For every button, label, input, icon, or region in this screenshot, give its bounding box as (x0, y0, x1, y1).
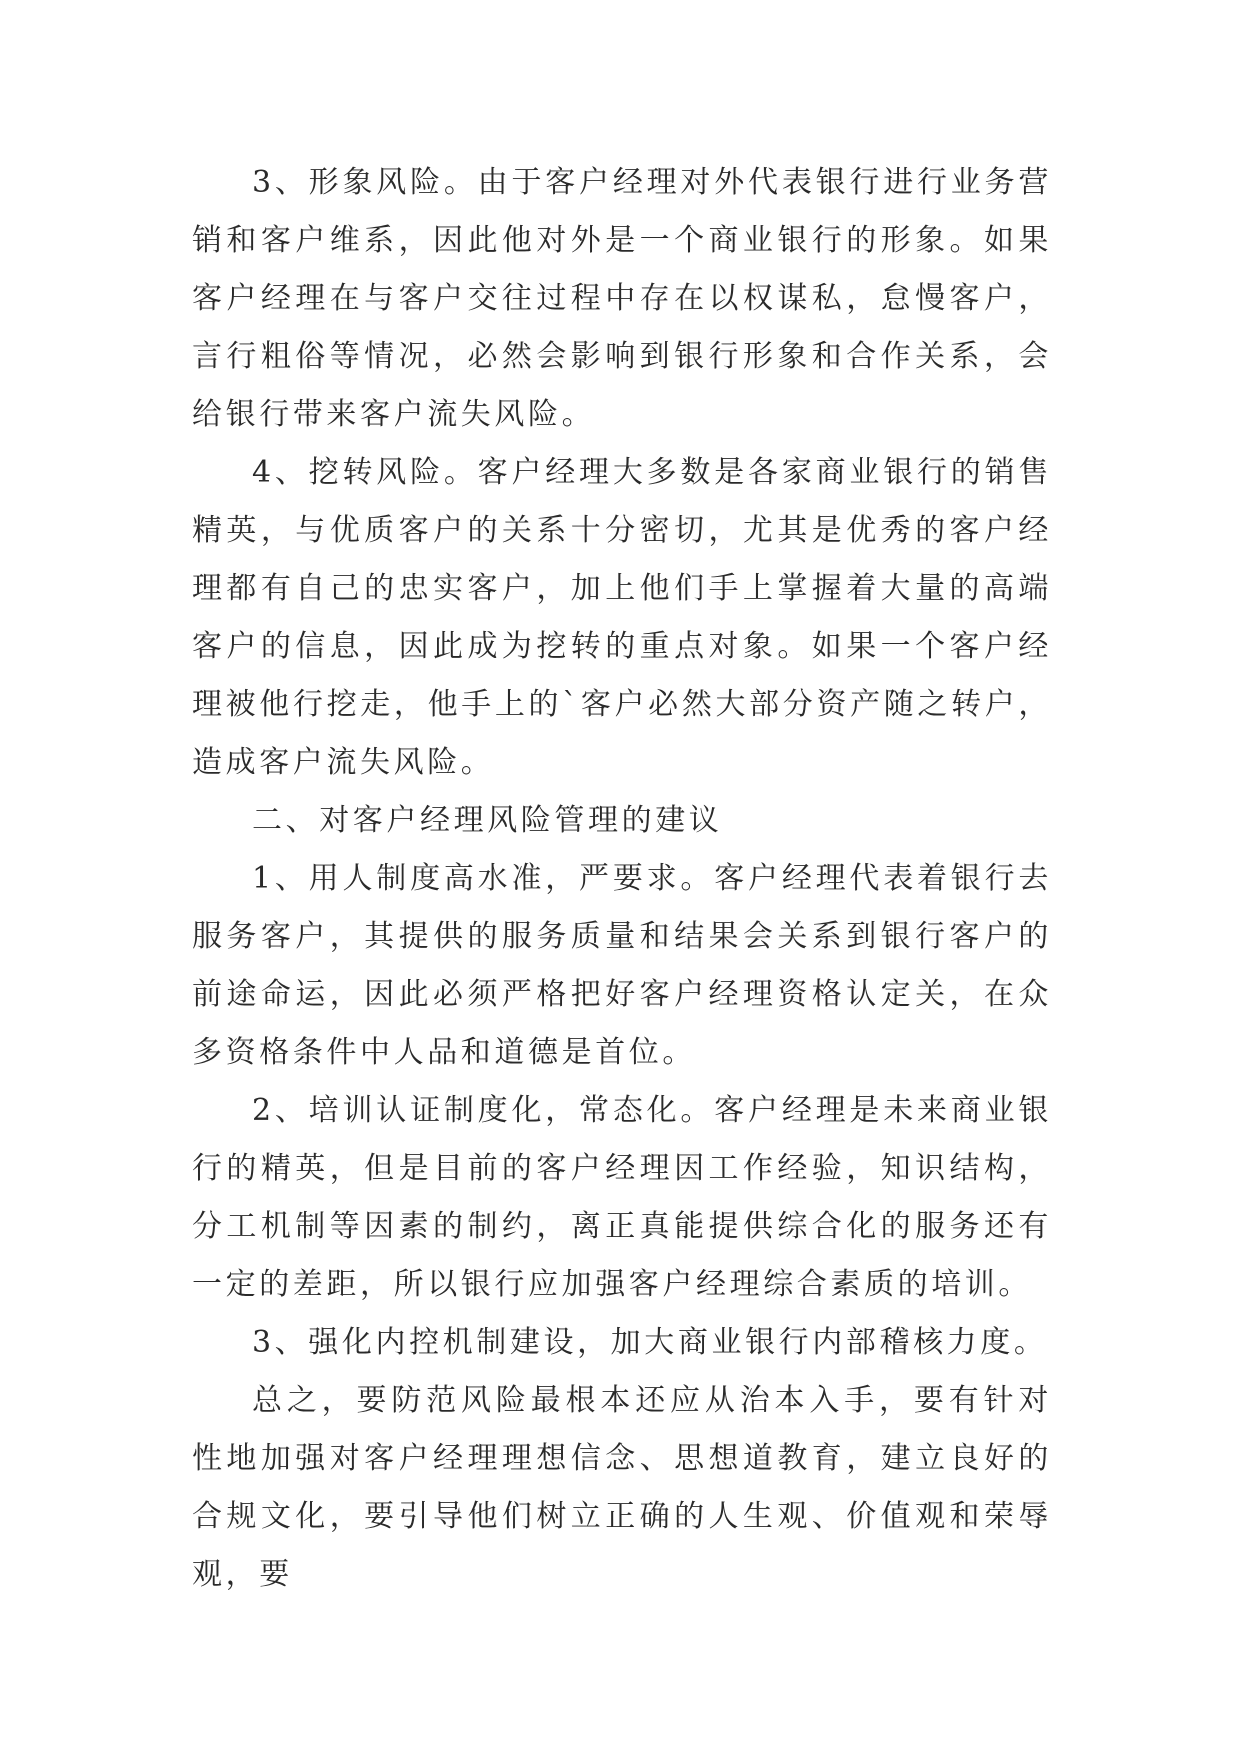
section-heading-suggestions: 二、对客户经理风险管理的建议 (252, 803, 723, 838)
paragraph-poaching-risk: 4、挖转风险。客户经理大多数是各家商业银行的销售精英，与优质客户的关系十分密切，尤其是优秀的客户经理都有自己的忠实客户，加上他们手上掌握着大量的高端客户的信息，因此成为挖转的重点对象。如果一个客户经理被他行挖走，他手上的`客户必然大部分资产随之转户，造成客户流失风险。 (192, 455, 1052, 780)
paragraph-conclusion: 总之，要防范风险最根本还应从治本入手，要有针对性地加强对客户经理理想信念、思想道教育，建立良好的合规文化，要引导他们树立正确的人生观、价值观和荣辱观，要 (192, 1383, 1052, 1592)
paragraph-hiring-standards: 1、用人制度高水准，严要求。客户经理代表着银行去服务客户，其提供的服务质量和结果会关系到银行客户的前途命运，因此必须严格把好客户经理资格认定关，在众多资格条件中人品和道德是首位。 (192, 861, 1052, 1070)
paragraph-internal-control: 3、强化内控机制建设，加大商业银行内部稽核力度。 (252, 1325, 1048, 1360)
document-body (192, 154, 1052, 1604)
paragraph-training-certification: 2、培训认证制度化，常态化。客户经理是未来商业银行的精英，但是目前的客户经理因工作经验，知识结构，分工机制等因素的制约，离正真能提供综合化的服务还有一定的差距，所以银行应加强客户经理综合素质的培训。 (192, 1093, 1052, 1302)
paragraph-image-risk: 3、形象风险。由于客户经理对外代表银行进行业务营销和客户维系，因此他对外是一个商业银行的形象。如果客户经理在与客户交往过程中存在以权谋私，怠慢客户，言行粗俗等情况，必然会影响到银行形象和合作关系，会给银行带来客户流失风险。 (192, 165, 1052, 432)
